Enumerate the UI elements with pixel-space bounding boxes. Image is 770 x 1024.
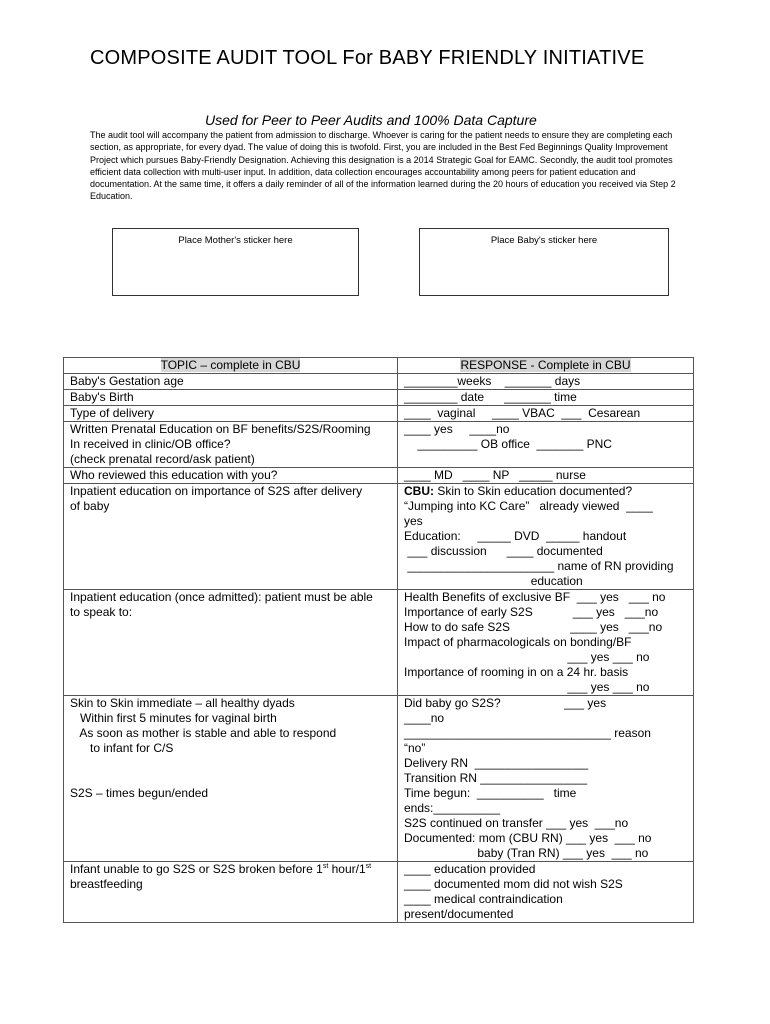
mother-sticker-box[interactable] — [112, 228, 359, 296]
response-header: RESPONSE - Complete in CBU — [398, 358, 694, 374]
response-cell[interactable]: Did baby go S2S? ___ yes ____no _______________________________ reason “no” Delivery RN _________________ Transition RN ________________ Time begun: __________ time ends:__________ S2S continued on transfer ___ yes ___no Documented: mom (CBU RN) ___ yes ___ no baby (Tran RN) ___ yes ___ no — [398, 696, 694, 862]
table-header-row — [64, 358, 694, 374]
response-cell[interactable]: ________weeks _______ days — [398, 374, 694, 390]
response-cell[interactable]: ____ MD ____ NP _____ nurse — [398, 468, 694, 484]
baby-sticker-box[interactable] — [419, 228, 669, 296]
table-row — [64, 696, 694, 862]
response-cell[interactable]: ________ date _______ time — [398, 390, 694, 406]
response-cell[interactable]: ____ yes ____no _________ OB office _______ PNC — [398, 422, 694, 468]
table-row — [64, 484, 694, 590]
topic-cell: Inpatient education (once admitted): patient must be able to speak to: — [64, 590, 398, 696]
intro-paragraph: The audit tool will accompany the patient from admission to discharge. Whoever is caring for the patient needs to ensure they are completing each section, as appropriate, for every dyad. The value of doing this is twofold. First, you are included in the Best Fed Beginnings Quality Improvement Project which pursues Baby-Friendly Designation. Achieving this designation is a 2014 Strategic Goal for EAMC. Secondly, the audit tool promotes efficient data collection with multi-user input. In addition, data collection encourages accountability among peers for patient education and documentation. At the same time, it offers a daily reminder of all of the information learned during the 20 hours of education you received via Step 2 Education. — [90, 130, 676, 202]
cbu-label: CBU: — [404, 484, 434, 498]
topic-cell: Inpatient education on importance of S2S after delivery of baby — [64, 484, 398, 590]
response-cell[interactable]: ____ vaginal ____ VBAC ___ Cesarean — [398, 406, 694, 422]
table-row — [64, 406, 694, 422]
page-subtitle: Used for Peer to Peer Audits and 100% Data Capture — [205, 112, 537, 128]
table-row — [64, 590, 694, 696]
mother-sticker-label: Place Mother's sticker here — [178, 235, 293, 246]
page-title: COMPOSITE AUDIT TOOL For BABY FRIENDLY INITIATIVE — [90, 47, 645, 69]
baby-sticker-label: Place Baby's sticker here — [490, 235, 598, 246]
topic-cell: Baby's Gestation age — [64, 374, 398, 390]
table-row — [64, 422, 694, 468]
table-row — [64, 468, 694, 484]
topic-cell: Who reviewed this education with you? — [64, 468, 398, 484]
topic-cell: Type of delivery — [64, 406, 398, 422]
response-cell[interactable]: ____ education provided ____ documented mom did not wish S2S ____ medical contraindication present/documented — [398, 862, 694, 923]
table-row — [64, 862, 694, 923]
response-cell[interactable]: CBU: Skin to Skin education documented? “Jumping into KC Care” already viewed ____ yes Education: _____ DVD _____ handout ___ discussion ____ documented ______________________ name of RN providing education — [398, 484, 694, 590]
topic-header: TOPIC – complete in CBU — [64, 358, 398, 374]
table-row — [64, 390, 694, 406]
topic-cell: Skin to Skin immediate – all healthy dyads Within first 5 minutes for vaginal birth As soon as mother is stable and able to respond to infant for C/S S2S – times begun/ended — [64, 696, 398, 862]
audit-table — [63, 357, 694, 923]
topic-cell: Infant unable to go S2S or S2S broken before 1st hour/1st breastfeeding — [64, 862, 398, 923]
topic-cell: Written Prenatal Education on BF benefits/S2S/Rooming In received in clinic/OB office? (check prenatal record/ask patient) — [64, 422, 398, 468]
topic-cell: Baby's Birth — [64, 390, 398, 406]
table-row — [64, 374, 694, 390]
response-cell[interactable]: Health Benefits of exclusive BF ___ yes ___ no Importance of early S2S ___ yes ___no How to do safe S2S ____ yes ___no Impact of pharmacologicals on bonding/BF ___ yes ___ no Importance of rooming in on a 24 hr. basis ___ yes ___ no — [398, 590, 694, 696]
